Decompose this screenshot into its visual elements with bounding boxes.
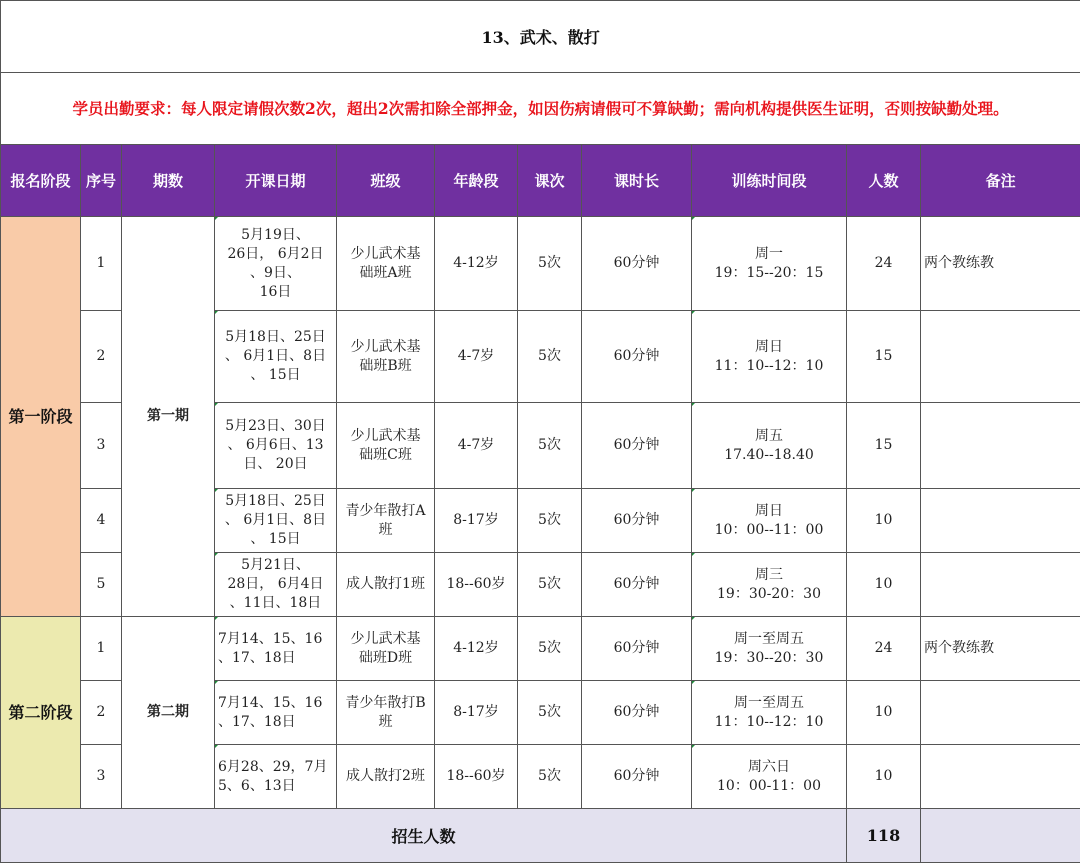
student-count: 10 — [847, 489, 921, 553]
start-date-cell — [215, 403, 337, 489]
period-label: 第二期 — [122, 617, 215, 809]
sheet-title: 13、武术、散打 — [1, 1, 1080, 73]
class-duration: 60分钟 — [582, 745, 692, 809]
class-duration: 60分钟 — [582, 681, 692, 745]
class-name-line: 班 — [378, 521, 393, 538]
time-slot-cell — [692, 217, 847, 311]
session-count: 5次 — [518, 311, 582, 403]
start-date-line: 、 15日 — [250, 367, 301, 383]
age-range: 4-12岁 — [435, 217, 518, 311]
start-date-line: 6月28、29，7月 — [218, 758, 328, 775]
header-no: 序号 — [81, 145, 122, 217]
time-slot-cell — [692, 489, 847, 553]
row-number: 2 — [81, 311, 122, 403]
start-date-cell — [215, 217, 337, 311]
session-count: 5次 — [518, 553, 582, 617]
remark — [921, 681, 1080, 745]
attendance-notice: 学员出勤要求：每人限定请假次数2次，超出2次需扣除全部押金，如因伤病请假可不算缺勤；需向机构提供医生证明，否则按缺勤处理。 — [1, 73, 1080, 145]
start-date-line: 26日， 6月2日 — [227, 245, 324, 262]
student-count: 15 — [847, 403, 921, 489]
footer-total: 118 — [847, 809, 921, 863]
student-count: 10 — [847, 553, 921, 617]
class-name-line: 班 — [378, 713, 393, 730]
header-class: 班级 — [337, 145, 435, 217]
remark — [921, 553, 1080, 617]
remark: 两个教练教 — [921, 217, 1080, 311]
class-name-line: 成人散打1班 — [346, 576, 425, 592]
class-name-line: 少儿武术基 — [350, 427, 421, 444]
row-number: 4 — [81, 489, 122, 553]
start-date-line: 、 6月1日、8日 — [224, 348, 327, 364]
student-count: 10 — [847, 681, 921, 745]
time-slot-line: 19：30--20：30 — [714, 649, 824, 666]
start-date-line: 7月14、15、16 — [218, 630, 323, 647]
session-count: 5次 — [518, 403, 582, 489]
age-range: 8-17岁 — [435, 489, 518, 553]
row-number: 1 — [81, 617, 122, 681]
header-remark: 备注 — [921, 145, 1080, 217]
period-label: 第一期 — [122, 217, 215, 617]
remark: 两个教练教 — [921, 617, 1080, 681]
remark — [921, 403, 1080, 489]
class-duration: 60分钟 — [582, 311, 692, 403]
footer-label: 招生人数 — [1, 809, 847, 863]
header-duration: 课时长 — [582, 145, 692, 217]
time-slot-line: 10：00-11：00 — [717, 777, 821, 794]
time-slot-line: 10：00--11：00 — [714, 521, 824, 538]
start-date-cell — [215, 745, 337, 809]
student-count: 24 — [847, 217, 921, 311]
class-duration: 60分钟 — [582, 553, 692, 617]
start-date-cell — [215, 681, 337, 745]
class-name-line: 少儿武术基 — [350, 338, 421, 355]
start-date-cell — [215, 489, 337, 553]
time-slot-cell — [692, 311, 847, 403]
time-slot-cell — [692, 745, 847, 809]
start-date-line: 、 6月6日、13 — [227, 437, 324, 453]
row-number: 5 — [81, 553, 122, 617]
row-number: 3 — [81, 403, 122, 489]
class-cell — [337, 217, 435, 311]
header-sessions: 课次 — [518, 145, 582, 217]
footer-empty — [921, 809, 1080, 863]
start-date-line: 5月23日、30日 — [225, 418, 326, 434]
time-slot-cell — [692, 553, 847, 617]
row-number: 2 — [81, 681, 122, 745]
class-name-line: 础班D班 — [358, 649, 413, 666]
header-start-date: 开课日期 — [215, 145, 337, 217]
header-age: 年龄段 — [435, 145, 518, 217]
time-slot-line: 周日 — [755, 502, 783, 519]
time-slot-cell — [692, 403, 847, 489]
age-range: 4-7岁 — [435, 403, 518, 489]
time-slot-line: 11：10--12：10 — [714, 713, 824, 730]
age-range: 18--60岁 — [435, 745, 518, 809]
start-date-line: 5月19日、 — [241, 226, 310, 243]
class-cell — [337, 489, 435, 553]
class-duration: 60分钟 — [582, 617, 692, 681]
class-cell — [337, 553, 435, 617]
class-name-line: 少儿武术基 — [350, 630, 421, 647]
session-count: 5次 — [518, 489, 582, 553]
remark — [921, 745, 1080, 809]
age-range: 8-17岁 — [435, 681, 518, 745]
class-cell — [337, 311, 435, 403]
time-slot-line: 周三 — [755, 566, 783, 583]
time-slot-line: 19：30-20：30 — [717, 585, 821, 602]
age-range: 4-7岁 — [435, 311, 518, 403]
table-row — [1, 617, 1080, 681]
row-number: 3 — [81, 745, 122, 809]
time-slot-line: 周五 — [755, 427, 783, 444]
class-cell — [337, 681, 435, 745]
remark — [921, 311, 1080, 403]
start-date-line: 16日 — [259, 283, 292, 300]
class-name-line: 青少年散打B — [345, 694, 426, 711]
age-range: 18--60岁 — [435, 553, 518, 617]
stage-label: 第一阶段 — [1, 217, 81, 617]
class-name-line: 青少年散打A — [345, 502, 426, 519]
table-row — [1, 217, 1080, 311]
class-name-line: 成人散打2班 — [346, 768, 425, 784]
session-count: 5次 — [518, 617, 582, 681]
student-count: 24 — [847, 617, 921, 681]
stage-label: 第二阶段 — [1, 617, 81, 809]
time-slot-line: 周六日 — [748, 758, 790, 775]
time-slot-line: 周一至周五 — [734, 630, 804, 647]
start-date-cell — [215, 617, 337, 681]
class-name-line: 础班C班 — [359, 446, 412, 463]
start-date-line: 5月21日、 — [241, 557, 310, 573]
session-count: 5次 — [518, 217, 582, 311]
start-date-line: 5月18日、25日 — [225, 329, 326, 345]
remark — [921, 489, 1080, 553]
header-stage: 报名阶段 — [1, 145, 81, 217]
time-slot-line: 11：10--12：10 — [714, 357, 824, 374]
time-slot-cell — [692, 617, 847, 681]
header-period: 期数 — [122, 145, 215, 217]
row-number: 1 — [81, 217, 122, 311]
class-name-line: 少儿武术基 — [350, 245, 421, 262]
start-date-line: 、17、18日 — [218, 713, 296, 730]
time-slot-cell — [692, 681, 847, 745]
age-range: 4-12岁 — [435, 617, 518, 681]
start-date-line: 、11日、18日 — [229, 595, 322, 611]
start-date-line: 5、6、13日 — [218, 777, 296, 794]
time-slot-line: 17.40--18.40 — [724, 446, 814, 463]
start-date-line: 5月18日、25日 — [225, 493, 326, 509]
start-date-line: 、 6月1日、8日 — [224, 512, 327, 528]
header-count: 人数 — [847, 145, 921, 217]
start-date-line: 28日， 6月4日 — [227, 576, 324, 592]
time-slot-line: 19：15--20：15 — [714, 264, 824, 281]
student-count: 10 — [847, 745, 921, 809]
student-count: 15 — [847, 311, 921, 403]
class-duration: 60分钟 — [582, 403, 692, 489]
time-slot-line: 周日 — [755, 338, 783, 355]
time-slot-line: 周一至周五 — [734, 694, 804, 711]
start-date-cell — [215, 311, 337, 403]
class-cell — [337, 403, 435, 489]
session-count: 5次 — [518, 745, 582, 809]
header-time-slot: 训练时间段 — [692, 145, 847, 217]
class-duration: 60分钟 — [582, 489, 692, 553]
start-date-line: 7月14、15、16 — [218, 694, 323, 711]
class-cell — [337, 745, 435, 809]
class-name-line: 础班A班 — [359, 264, 412, 281]
class-duration: 60分钟 — [582, 217, 692, 311]
class-name-line: 础班B班 — [359, 357, 412, 374]
class-cell — [337, 617, 435, 681]
start-date-cell — [215, 553, 337, 617]
start-date-line: 、17、18日 — [218, 649, 296, 666]
session-count: 5次 — [518, 681, 582, 745]
start-date-line: 、9日、 — [250, 264, 301, 281]
time-slot-line: 周一 — [755, 245, 783, 262]
start-date-line: 日、 20日 — [243, 456, 308, 472]
start-date-line: 、 15日 — [250, 531, 301, 547]
